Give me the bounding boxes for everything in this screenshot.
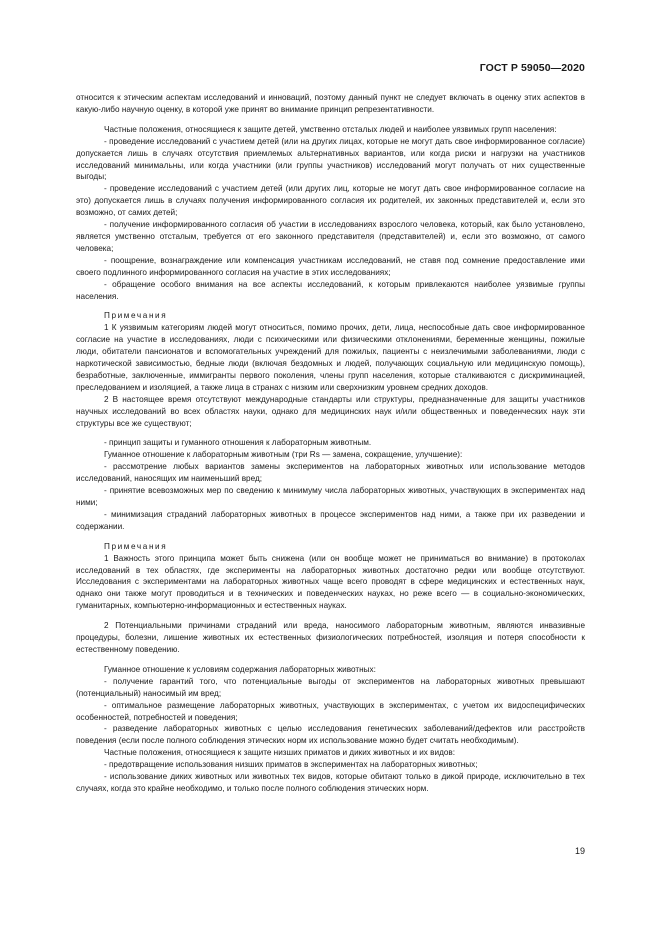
paragraph-housing-conditions: Гуманное отношение к условиям содержания лабораторных животных:: [104, 664, 376, 674]
note-item: 1 К уязвимым категориям людей могут относиться, помимо прочих, дети, лица, неспособные дать свое информированное согласие на участие в исследованиях, люди с психическими или физическими отклонениями, беременные женщины, пожилые люди, обитатели пансионатов и вспомогательных учреждений для пожилых, пациенты с неизлечимыми заболеваниями, люди с наркотической зависимостью, бедные люди (включая бездомных и людей, получающих социальную или медицинскую помощь), безработные, заключенные, иммигранты первого поколения, члены групп населения, которые сталкиваются с дискриминацией, преследованием и изоляцией, а также лица в странах с низким или сверхнизким уровнем средних доходов.: [76, 323, 585, 392]
note-item: 1 Важность этого принципа может быть снижена (или он вообще может не приниматься во внимание) в протоколах исследований в тех областях, где эксперименты на лабораторных животных достаточно редки или вообще отсутствуют. Исследования с экспериментами на лабораторных животных чаще всего проводят в сфере медицинских и естественных наук, однако они также могут проводиться и в технических и поведенческих науках, но реже всего — в социально-экономических, гуманитарных, компьютерно-информационных и естественных науках.: [76, 553, 585, 611]
notes-heading: Примечания: [104, 311, 168, 321]
paragraph-continuation: относится к этическим аспектам исследований и инноваций, поэтому данный пункт не следует включать в оценку этих аспектов в какую-либо научную оценку, в которой уже принят во внимание принцип репрезентативности.: [76, 93, 585, 114]
list-item: - получение гарантий того, что потенциальные выгоды от экспериментов на лабораторных животных превышают (потенциальный) наносимый им вред;: [76, 676, 585, 698]
list-item: - рассмотрение любых вариантов замены экспериментов на лабораторных животных или использование методов исследований, наносящих им наименьший вред;: [76, 462, 585, 484]
page-number: 19: [574, 846, 585, 856]
note-item: 2 Потенциальными причинами страданий или вреда, наносимого лабораторным животным, являются инвазивные процедуры, болезни, лишение животных их естественных физиологических потребностей, изоляция и потеря способности к естественному поведению.: [76, 621, 585, 654]
note-item: 2 В настоящее время отсутствуют международные стандарты или структуры, предназначенные для защиты участников научных исследований во всех областях науки, однако для медицинских наук и/или общественных и поведенческих наук эти структуры все же существуют;: [76, 394, 585, 428]
standard-designation: ГОСТ Р 59050—2020: [479, 62, 585, 74]
list-item: - проведение исследований с участием детей (или на других лицах, которые не могут дать свое информированное согласие) допускается лишь в случаях отсутствия приемлемых альтернативных вариантов, или когда риски и нагрузки на участников исследований минимальны, или когда участники (или группы участников) исследований могут получать от них существенные выгоды;: [76, 136, 585, 182]
list-item: - получение информированного согласия об участии в исследованиях взрослого человека, который, как было установлено, является умственно отсталым, требуется от его законного представителя (представителей) и, если это возможно, от самого человека;: [76, 220, 585, 253]
list-item: - поощрение, вознаграждение или компенсация участникам исследований, не ставя под сомнение предоставление ими своего подлинного информированного согласия на участие в этих исследованиях;: [76, 255, 585, 277]
list-item: - минимизация страданий лабораторных животных в процессе экспериментов над ними, а также при их разведении и содержании.: [76, 509, 585, 531]
document-body: [76, 92, 585, 795]
paragraph-humane-treatment: Гуманное отношение к лабораторным животным (три Rs — замена, сокращение, улучшение):: [104, 450, 463, 460]
list-item: - обращение особого внимания на все аспекты исследований, к которым привлекаются наиболее уязвимые группы населения.: [76, 279, 585, 301]
list-item: - использование диких животных или животных тех видов, которые обитают только в дикой природе, исключительно в тех случаях, когда это крайне необходимо, и только после полного соблюдения этических норм.: [76, 772, 585, 793]
list-item: - проведение исследований с участием детей (или других лиц, которые не могут дать свое информированное согласие на это) допускается лишь в случаях получения информированного согласия их родителей, их законных представителей и, если это возможно, от самих детей;: [76, 184, 585, 218]
list-item: - предотвращение использования низших приматов в экспериментах на лабораторных животных;: [104, 760, 478, 770]
notes-heading: Примечания: [104, 541, 168, 551]
paragraph-children-protection: Частные положения, относящиеся к защите детей, умственно отсталых людей и наиболее уязвимых групп населения:: [104, 124, 557, 134]
list-item: - принцип защиты и гуманного отношения к лабораторным животным.: [104, 438, 372, 448]
list-item: - принятие всевозможных мер по сведению к минимуму числа лабораторных животных, участвующих в экспериментах над ними;: [76, 486, 585, 507]
list-item: - разведение лабораторных животных с целью исследования генетических заболеваний/дефектов или расстройств поведения (если после полного соблюдения этических норм их использование можно будет считать необходимым).: [76, 724, 585, 746]
paragraph-primates-protection: Частные положения, относящиеся к защите низших приматов и диких животных и их видов:: [104, 748, 456, 758]
list-item: - оптимальное размещение лабораторных животных, участвующих в экспериментах, с учетом их видоспецифических особенностей, потребностей и поведения;: [76, 700, 585, 722]
